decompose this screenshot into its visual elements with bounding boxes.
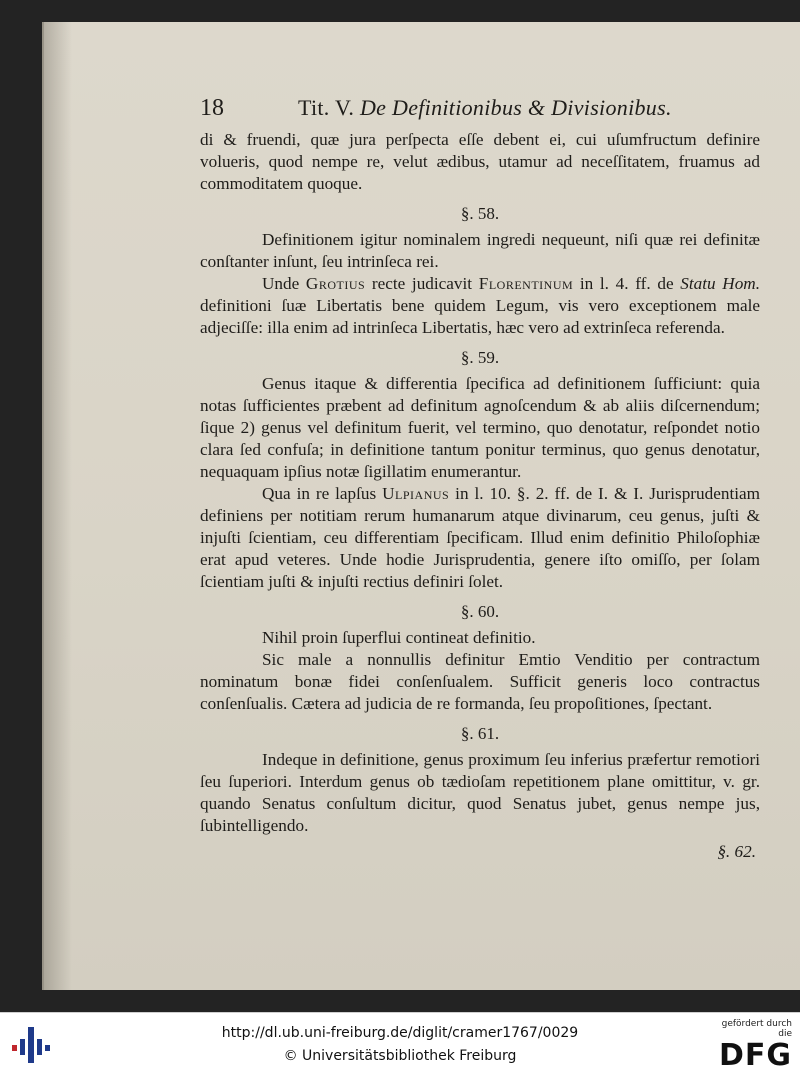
paragraph-59a: Genus itaque & differentia ſpecifica ad definitionem ſufficiunt: quia notas ſufficientes præbent ad definitum agnoſcendum & ab aliis diſcernendum; ſique 2) genus vel definitum fuerit, vel termino, quo denotatur, reſpondet notio clara ſed confuſa; in definitione tantum ponitur terminus, quo genus denotatur, nequaquam ipſius notæ ſigillatim enumerantur.: [200, 374, 760, 481]
text-run: recte judicavit: [371, 274, 473, 293]
text-run: Qua in re lapſus: [262, 484, 377, 503]
text-run: definitioni ſuæ Libertatis bene quidem Legum, vis vero exceptionem male adjeciſſe: illa enim ad intrinſeca Libertatis, hæc vero ad extrinſeca referenda.: [200, 296, 760, 337]
permalink-url[interactable]: http://dl.ub.uni-freiburg.de/diglit/cramer1767/0029: [221, 1025, 579, 1041]
running-head: [200, 93, 760, 129]
paragraph-61a: Indeque in definitione, genus proximum ſeu inferius præfertur remotiori ſeu ſuperiori. Interdum genus ob tædioſam repetitionem plane omittitur, v. gr. quando Senatus conſultum dicitur, quod Senatus jubet, genus nempe jus, ſubintelligendo.: [200, 750, 760, 835]
text-run: Unde: [262, 274, 300, 293]
viewer-footer: [0, 1012, 800, 1072]
copyright-notice: © Universitätsbibliothek Freiburg: [283, 1048, 517, 1064]
funder-caption: gefördert durch die: [721, 1019, 792, 1039]
paragraph-58a: Definitionem igitur nominalem ingredi nequeunt, niſi quæ rei definitæ conſtanter inſunt, ſeu intrinſeca rei.: [200, 230, 760, 271]
paragraph-60a: Nihil proin ſuperflui contineat definitio.: [262, 628, 536, 647]
running-head-italic: De Definitionibus & Divisionibus.: [359, 95, 672, 120]
paragraph-58b: [200, 273, 760, 339]
paragraph-60b: Sic male a nonnullis definitur Emtio Venditio per contractum nominatum bonæ fidei conſenſualem. Sufficit generis loco contractus conſenſualis. Cætera ad judicia de re formanda, ſeu propoſitiones, ſpectant.: [200, 650, 760, 713]
citation-statu-hom: Statu Hom.: [680, 274, 760, 293]
catchword-text: §. 62.: [717, 842, 756, 861]
section-heading-59: §. 59.: [460, 348, 500, 367]
text-run: in l. 10. §. 2. ff. de I. & I. Jurisprudentiam definiens per notitiam rerum humanarum atque divinarum, ceu genus, juſti & injuſti ſcientiam, ceu differentiam ſpecificam. Illud enim definitio Philoſophiæ erat apud veteres. Unde hodie Jurisprudentia, genere iſto omiſſo, per ſolam ſcientiam juſti & injuſti rectius definiri ſolet.: [200, 484, 760, 591]
dfg-logo[interactable]: DFG: [718, 1038, 792, 1072]
name-florentinum: Florentinum: [478, 274, 574, 293]
name-ulpianus: Ulpianus: [382, 484, 450, 503]
section-heading-60: §. 60.: [460, 602, 500, 621]
section-heading-58: §. 58.: [460, 204, 500, 223]
name-grotius: Grotius: [305, 274, 366, 293]
funder-badge: [706, 1019, 792, 1072]
text-run: in l. 4. ff. de: [579, 274, 674, 293]
paragraph-continuation: di & fruendi, quæ jura perſpecta eſſe debent ei, cui uſumfructum definire volueris, quod nempe re, velut ædibus, utamur ad neceſſitatem, fruamus ad commoditatem quoque.: [200, 130, 760, 193]
catchword: [200, 841, 760, 863]
page-text: [200, 93, 760, 863]
paragraph-59b: [200, 483, 760, 593]
page-number: 18: [200, 95, 224, 121]
section-heading-61: §. 61.: [460, 724, 500, 743]
running-head-prefix: Tit. V.: [298, 95, 355, 120]
running-head-title: [298, 93, 672, 123]
